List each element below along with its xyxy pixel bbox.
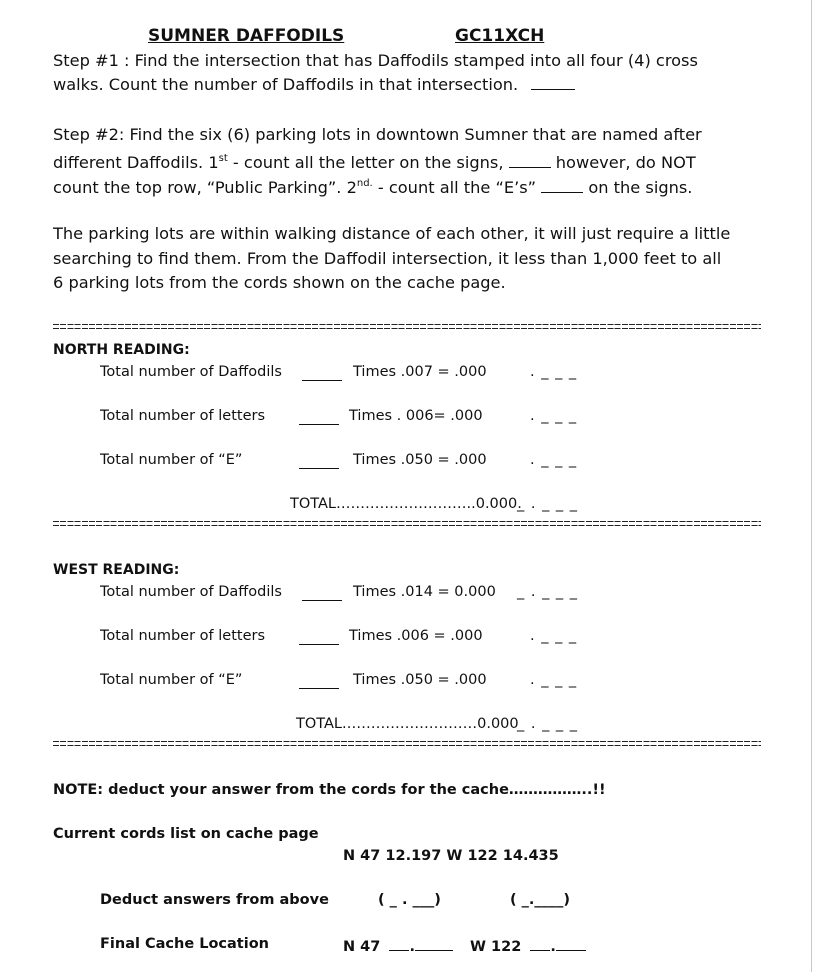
es-blank (541, 178, 583, 193)
separator (53, 520, 761, 528)
step1-line1: Step #1 : Find the intersection that has Daffodils stamped into all four (4) cross (53, 51, 698, 70)
step1-line2-text: walks. Count the number of Daffodils in that intersection. (53, 75, 519, 94)
step2-line2-a: different Daffodils. 1 (53, 153, 219, 172)
north-times-daffodils: Times .007 = .000 (353, 364, 487, 380)
north-times-letters: Times . 006= .000 (349, 408, 483, 424)
current-cords-value: N 47 12.197 W 122 14.435 (343, 848, 559, 864)
west-times-daffodils: Times .014 = 0.000 (353, 584, 496, 600)
final-north-blank-b (415, 936, 453, 951)
north-label-daffodils: Total number of Daffodils (100, 364, 282, 380)
north-label-letters: Total number of letters (100, 408, 266, 424)
north-blank-letters (299, 410, 339, 425)
west-blank-letters (299, 630, 339, 645)
deduct-label: Deduct answers from above (100, 892, 329, 908)
step1-answer-blank (531, 75, 575, 90)
west-label-daffodils: Total number of Daffodils (100, 584, 282, 600)
final-north-prefix: N 47 (343, 939, 381, 955)
final-north: N 47 . (343, 936, 453, 955)
north-dashes-letters: . _ _ _ (530, 408, 578, 424)
north-dashes-daffodils: . _ _ _ (530, 364, 578, 380)
para3-line3: 6 parking lots from the cords shown on the cache page. (53, 273, 506, 292)
west-blank-e (299, 674, 339, 689)
final-west-blank-b (556, 936, 586, 951)
current-cords-label: Current cords list on cache page (53, 826, 319, 842)
deduct-west-value: ( _.____) (510, 892, 571, 908)
page-title: SUMNER DAFFODILS (148, 26, 345, 46)
west-total-dashes: _ . _ _ _ (517, 716, 579, 732)
step2-line1: Step #2: Find the six (6) parking lots in downtown Sumner that are named after (53, 125, 702, 144)
letters-blank (509, 153, 551, 168)
para3-line1: The parking lots are within walking distance of each other, it will just require a little (53, 224, 731, 243)
north-blank-e (299, 454, 339, 469)
final-west-blank-a (530, 936, 550, 951)
west-dashes-e: . _ _ _ (530, 672, 578, 688)
step2-sup-st: st (218, 153, 228, 164)
deduct-north-value: ( _ . ___) (378, 892, 441, 908)
step2-line3-c: on the signs. (588, 178, 693, 197)
step2-sup-nd: nd. (356, 178, 373, 189)
north-total-dashes: _ . _ _ _ (517, 496, 579, 512)
final-north-blank-a (389, 936, 409, 951)
west-label-e: Total number of “E” (100, 672, 243, 688)
note-text: NOTE: deduct your answer from the cords for the cache……………..!! (53, 782, 606, 798)
separator (53, 740, 761, 748)
north-blank-daffodils (302, 366, 342, 381)
north-dashes-e: . _ _ _ (530, 452, 578, 468)
step2-line3-a: count the top row, “Public Parking”. 2 (53, 178, 357, 197)
final-west-prefix: W 122 (470, 939, 522, 955)
north-label-e: Total number of “E” (100, 452, 243, 468)
step2-line2-b: - count all the letter on the signs, (227, 153, 504, 172)
north-total: TOTAL………………………..0.000. (290, 496, 522, 512)
step2-line2-c: however, do NOT (555, 153, 696, 172)
step1-line2 (53, 73, 575, 98)
page-edge (811, 0, 812, 972)
final-location-label: Final Cache Location (100, 936, 269, 952)
north-times-e: Times .050 = .000 (353, 452, 487, 468)
step2-line3 (53, 172, 692, 201)
separator (53, 323, 761, 331)
final-west: W 122 . (470, 936, 586, 955)
west-times-letters: Times .006 = .000 (349, 628, 483, 644)
cache-code: GC11XCH (455, 26, 545, 46)
west-total: TOTAL.………………………0.000 (296, 716, 519, 732)
step2-line3-b: - count all the “E’s” (372, 178, 537, 197)
para3-line2: searching to find them. From the Daffodil intersection, it less than 1,000 feet to all (53, 249, 722, 268)
north-heading: NORTH READING: (53, 342, 190, 358)
west-label-letters: Total number of letters (100, 628, 266, 644)
west-dashes-daffodils: _ . _ _ _ (517, 584, 579, 600)
west-dashes-letters: . _ _ _ (530, 628, 578, 644)
west-times-e: Times .050 = .000 (353, 672, 487, 688)
west-heading: WEST READING: (53, 562, 180, 578)
west-blank-daffodils (302, 586, 342, 601)
